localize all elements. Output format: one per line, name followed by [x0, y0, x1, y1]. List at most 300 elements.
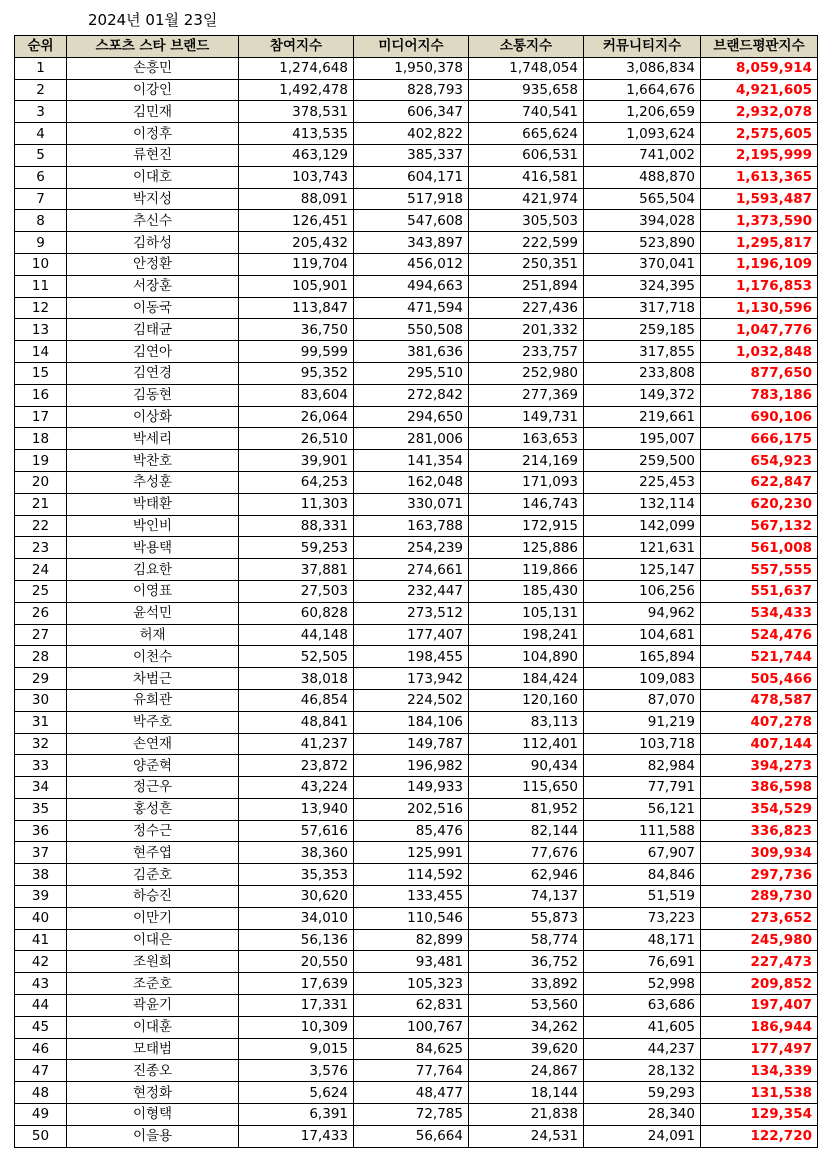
communication-cell: 250,351 [469, 253, 584, 275]
header-brand-reputation: 브랜드평판지수 [701, 36, 818, 58]
name-cell: 박용택 [67, 537, 239, 559]
community-cell: 63,686 [584, 995, 701, 1017]
name-cell: 손흥민 [67, 57, 239, 79]
communication-cell: 252,980 [469, 362, 584, 384]
media-cell: 173,942 [354, 668, 469, 690]
communication-cell: 606,531 [469, 144, 584, 166]
table-row [15, 101, 818, 123]
name-cell: 김준호 [67, 864, 239, 886]
media-cell: 84,625 [354, 1038, 469, 1060]
brand-score-cell: 273,652 [701, 907, 818, 929]
rank-cell: 3 [15, 101, 67, 123]
participation-cell: 27,503 [239, 580, 354, 602]
name-cell: 박세리 [67, 428, 239, 450]
name-cell: 박주호 [67, 711, 239, 733]
participation-cell: 30,620 [239, 886, 354, 908]
media-cell: 343,897 [354, 232, 469, 254]
name-cell: 조원희 [67, 951, 239, 973]
brand-score-cell: 551,637 [701, 580, 818, 602]
rank-cell: 12 [15, 297, 67, 319]
table-row [15, 711, 818, 733]
name-cell: 이을용 [67, 1125, 239, 1147]
media-cell: 828,793 [354, 79, 469, 101]
participation-cell: 10,309 [239, 1016, 354, 1038]
name-cell: 김태균 [67, 319, 239, 341]
table-row [15, 253, 818, 275]
participation-cell: 205,432 [239, 232, 354, 254]
brand-score-cell: 289,730 [701, 886, 818, 908]
community-cell: 56,121 [584, 798, 701, 820]
communication-cell: 36,752 [469, 951, 584, 973]
participation-cell: 88,091 [239, 188, 354, 210]
participation-cell: 17,639 [239, 973, 354, 995]
name-cell: 이형택 [67, 1104, 239, 1126]
name-cell: 김하성 [67, 232, 239, 254]
table-row [15, 755, 818, 777]
name-cell: 현정화 [67, 1082, 239, 1104]
media-cell: 232,447 [354, 580, 469, 602]
participation-cell: 88,331 [239, 515, 354, 537]
rank-cell: 47 [15, 1060, 67, 1082]
name-cell: 차범근 [67, 668, 239, 690]
name-cell: 손연재 [67, 733, 239, 755]
name-cell: 곽윤기 [67, 995, 239, 1017]
media-cell: 82,899 [354, 929, 469, 951]
table-row [15, 144, 818, 166]
media-cell: 196,982 [354, 755, 469, 777]
community-cell: 370,041 [584, 253, 701, 275]
brand-score-cell: 129,354 [701, 1104, 818, 1126]
name-cell: 이상화 [67, 406, 239, 428]
communication-cell: 171,093 [469, 471, 584, 493]
participation-cell: 113,847 [239, 297, 354, 319]
community-cell: 104,681 [584, 624, 701, 646]
rank-cell: 21 [15, 493, 67, 515]
community-cell: 317,718 [584, 297, 701, 319]
community-cell: 82,984 [584, 755, 701, 777]
brand-score-cell: 336,823 [701, 820, 818, 842]
media-cell: 254,239 [354, 537, 469, 559]
media-cell: 141,354 [354, 450, 469, 472]
participation-cell: 41,237 [239, 733, 354, 755]
participation-cell: 103,743 [239, 166, 354, 188]
media-cell: 381,636 [354, 341, 469, 363]
brand-score-cell: 1,176,853 [701, 275, 818, 297]
participation-cell: 20,550 [239, 951, 354, 973]
brand-score-cell: 877,650 [701, 362, 818, 384]
media-cell: 163,788 [354, 515, 469, 537]
communication-cell: 81,952 [469, 798, 584, 820]
brand-score-cell: 134,339 [701, 1060, 818, 1082]
table-row [15, 1125, 818, 1147]
header-communication: 소통지수 [469, 36, 584, 58]
communication-cell: 112,401 [469, 733, 584, 755]
table-row [15, 232, 818, 254]
participation-cell: 11,303 [239, 493, 354, 515]
communication-cell: 222,599 [469, 232, 584, 254]
rank-cell: 49 [15, 1104, 67, 1126]
media-cell: 149,787 [354, 733, 469, 755]
participation-cell: 56,136 [239, 929, 354, 951]
participation-cell: 46,854 [239, 689, 354, 711]
media-cell: 72,785 [354, 1104, 469, 1126]
communication-cell: 149,731 [469, 406, 584, 428]
communication-cell: 214,169 [469, 450, 584, 472]
name-cell: 안정환 [67, 253, 239, 275]
table-row [15, 384, 818, 406]
media-cell: 1,950,378 [354, 57, 469, 79]
participation-cell: 119,704 [239, 253, 354, 275]
community-cell: 3,086,834 [584, 57, 701, 79]
name-cell: 정근우 [67, 777, 239, 799]
table-row [15, 1038, 818, 1060]
table-row [15, 297, 818, 319]
participation-cell: 59,253 [239, 537, 354, 559]
brand-score-cell: 394,273 [701, 755, 818, 777]
rank-cell: 31 [15, 711, 67, 733]
rank-cell: 34 [15, 777, 67, 799]
table-row [15, 57, 818, 79]
community-cell: 94,962 [584, 602, 701, 624]
table-row [15, 864, 818, 886]
rank-cell: 9 [15, 232, 67, 254]
brand-score-cell: 622,847 [701, 471, 818, 493]
rank-cell: 14 [15, 341, 67, 363]
rank-cell: 13 [15, 319, 67, 341]
participation-cell: 26,064 [239, 406, 354, 428]
name-cell: 허재 [67, 624, 239, 646]
name-cell: 현주엽 [67, 842, 239, 864]
participation-cell: 44,148 [239, 624, 354, 646]
media-cell: 295,510 [354, 362, 469, 384]
media-cell: 48,477 [354, 1082, 469, 1104]
communication-cell: 665,624 [469, 123, 584, 145]
rank-cell: 15 [15, 362, 67, 384]
table-row [15, 995, 818, 1017]
participation-cell: 83,604 [239, 384, 354, 406]
brand-score-cell: 620,230 [701, 493, 818, 515]
media-cell: 471,594 [354, 297, 469, 319]
media-cell: 198,455 [354, 646, 469, 668]
media-cell: 162,048 [354, 471, 469, 493]
participation-cell: 378,531 [239, 101, 354, 123]
media-cell: 547,608 [354, 210, 469, 232]
participation-cell: 60,828 [239, 602, 354, 624]
table-row [15, 668, 818, 690]
communication-cell: 227,436 [469, 297, 584, 319]
communication-cell: 305,503 [469, 210, 584, 232]
communication-cell: 1,748,054 [469, 57, 584, 79]
name-cell: 이대호 [67, 166, 239, 188]
community-cell: 48,171 [584, 929, 701, 951]
rank-cell: 4 [15, 123, 67, 145]
rank-cell: 46 [15, 1038, 67, 1060]
participation-cell: 126,451 [239, 210, 354, 232]
participation-cell: 52,505 [239, 646, 354, 668]
rank-cell: 25 [15, 580, 67, 602]
community-cell: 259,185 [584, 319, 701, 341]
community-cell: 394,028 [584, 210, 701, 232]
brand-score-cell: 1,196,109 [701, 253, 818, 275]
name-cell: 박찬호 [67, 450, 239, 472]
media-cell: 456,012 [354, 253, 469, 275]
rank-cell: 1 [15, 57, 67, 79]
media-cell: 184,106 [354, 711, 469, 733]
community-cell: 523,890 [584, 232, 701, 254]
rank-cell: 2 [15, 79, 67, 101]
rank-cell: 20 [15, 471, 67, 493]
rank-cell: 44 [15, 995, 67, 1017]
table-row [15, 559, 818, 581]
communication-cell: 105,131 [469, 602, 584, 624]
media-cell: 100,767 [354, 1016, 469, 1038]
brand-score-cell: 534,433 [701, 602, 818, 624]
media-cell: 294,650 [354, 406, 469, 428]
table-row [15, 275, 818, 297]
participation-cell: 95,352 [239, 362, 354, 384]
media-cell: 114,592 [354, 864, 469, 886]
communication-cell: 185,430 [469, 580, 584, 602]
table-row [15, 886, 818, 908]
rank-cell: 16 [15, 384, 67, 406]
communication-cell: 53,560 [469, 995, 584, 1017]
rank-cell: 32 [15, 733, 67, 755]
participation-cell: 99,599 [239, 341, 354, 363]
brand-score-cell: 1,032,848 [701, 341, 818, 363]
communication-cell: 55,873 [469, 907, 584, 929]
media-cell: 62,831 [354, 995, 469, 1017]
table-row [15, 450, 818, 472]
communication-cell: 34,262 [469, 1016, 584, 1038]
communication-cell: 62,946 [469, 864, 584, 886]
community-cell: 91,219 [584, 711, 701, 733]
table-row [15, 471, 818, 493]
table-row [15, 624, 818, 646]
community-cell: 52,998 [584, 973, 701, 995]
media-cell: 274,661 [354, 559, 469, 581]
communication-cell: 104,890 [469, 646, 584, 668]
brand-score-cell: 245,980 [701, 929, 818, 951]
brand-score-cell: 297,736 [701, 864, 818, 886]
brand-reputation-table [14, 35, 818, 1148]
table-row [15, 777, 818, 799]
communication-cell: 201,332 [469, 319, 584, 341]
communication-cell: 39,620 [469, 1038, 584, 1060]
community-cell: 28,340 [584, 1104, 701, 1126]
name-cell: 추신수 [67, 210, 239, 232]
name-cell: 정수근 [67, 820, 239, 842]
community-cell: 28,132 [584, 1060, 701, 1082]
community-cell: 111,588 [584, 820, 701, 842]
brand-score-cell: 2,195,999 [701, 144, 818, 166]
communication-cell: 421,974 [469, 188, 584, 210]
community-cell: 233,808 [584, 362, 701, 384]
media-cell: 105,323 [354, 973, 469, 995]
brand-score-cell: 557,555 [701, 559, 818, 581]
media-cell: 56,664 [354, 1125, 469, 1147]
community-cell: 84,846 [584, 864, 701, 886]
rank-cell: 42 [15, 951, 67, 973]
table-body [15, 57, 818, 1147]
brand-score-cell: 386,598 [701, 777, 818, 799]
media-cell: 85,476 [354, 820, 469, 842]
media-cell: 402,822 [354, 123, 469, 145]
name-cell: 이정후 [67, 123, 239, 145]
community-cell: 106,256 [584, 580, 701, 602]
media-cell: 273,512 [354, 602, 469, 624]
brand-score-cell: 1,613,365 [701, 166, 818, 188]
name-cell: 하승진 [67, 886, 239, 908]
communication-cell: 125,886 [469, 537, 584, 559]
table-row [15, 1016, 818, 1038]
name-cell: 모태범 [67, 1038, 239, 1060]
community-cell: 51,519 [584, 886, 701, 908]
rank-cell: 19 [15, 450, 67, 472]
brand-score-cell: 309,934 [701, 842, 818, 864]
media-cell: 149,933 [354, 777, 469, 799]
brand-score-cell: 2,932,078 [701, 101, 818, 123]
communication-cell: 21,838 [469, 1104, 584, 1126]
brand-score-cell: 567,132 [701, 515, 818, 537]
rank-cell: 8 [15, 210, 67, 232]
rank-cell: 11 [15, 275, 67, 297]
brand-score-cell: 666,175 [701, 428, 818, 450]
communication-cell: 74,137 [469, 886, 584, 908]
report-date: 2024년 01월 23일 [88, 11, 218, 29]
community-cell: 1,093,624 [584, 123, 701, 145]
table-row [15, 123, 818, 145]
brand-score-cell: 186,944 [701, 1016, 818, 1038]
name-cell: 이강인 [67, 79, 239, 101]
rank-cell: 38 [15, 864, 67, 886]
rank-cell: 22 [15, 515, 67, 537]
participation-cell: 48,841 [239, 711, 354, 733]
media-cell: 272,842 [354, 384, 469, 406]
communication-cell: 83,113 [469, 711, 584, 733]
brand-score-cell: 227,473 [701, 951, 818, 973]
table-row [15, 733, 818, 755]
brand-score-cell: 177,497 [701, 1038, 818, 1060]
name-cell: 이만기 [67, 907, 239, 929]
table-row [15, 188, 818, 210]
rank-cell: 7 [15, 188, 67, 210]
table-row [15, 820, 818, 842]
communication-cell: 82,144 [469, 820, 584, 842]
table-row [15, 341, 818, 363]
community-cell: 24,091 [584, 1125, 701, 1147]
table-row [15, 166, 818, 188]
brand-score-cell: 1,295,817 [701, 232, 818, 254]
communication-cell: 33,892 [469, 973, 584, 995]
rank-cell: 27 [15, 624, 67, 646]
media-cell: 224,502 [354, 689, 469, 711]
name-cell: 류현진 [67, 144, 239, 166]
name-cell: 이동국 [67, 297, 239, 319]
name-cell: 윤석민 [67, 602, 239, 624]
participation-cell: 17,433 [239, 1125, 354, 1147]
community-cell: 488,870 [584, 166, 701, 188]
table-row [15, 973, 818, 995]
community-cell: 324,395 [584, 275, 701, 297]
participation-cell: 57,616 [239, 820, 354, 842]
brand-score-cell: 197,407 [701, 995, 818, 1017]
communication-cell: 90,434 [469, 755, 584, 777]
communication-cell: 740,541 [469, 101, 584, 123]
participation-cell: 36,750 [239, 319, 354, 341]
communication-cell: 24,531 [469, 1125, 584, 1147]
community-cell: 259,500 [584, 450, 701, 472]
participation-cell: 13,940 [239, 798, 354, 820]
brand-score-cell: 505,466 [701, 668, 818, 690]
community-cell: 565,504 [584, 188, 701, 210]
brand-score-cell: 521,744 [701, 646, 818, 668]
community-cell: 76,691 [584, 951, 701, 973]
brand-score-cell: 2,575,605 [701, 123, 818, 145]
brand-score-cell: 131,538 [701, 1082, 818, 1104]
rank-cell: 18 [15, 428, 67, 450]
table-row [15, 689, 818, 711]
participation-cell: 463,129 [239, 144, 354, 166]
header-media: 미디어지수 [354, 36, 469, 58]
brand-score-cell: 524,476 [701, 624, 818, 646]
communication-cell: 58,774 [469, 929, 584, 951]
communication-cell: 416,581 [469, 166, 584, 188]
media-cell: 133,455 [354, 886, 469, 908]
name-cell: 이대훈 [67, 1016, 239, 1038]
participation-cell: 1,492,478 [239, 79, 354, 101]
communication-cell: 277,369 [469, 384, 584, 406]
media-cell: 202,516 [354, 798, 469, 820]
brand-score-cell: 561,008 [701, 537, 818, 559]
table-row [15, 929, 818, 951]
name-cell: 김민재 [67, 101, 239, 123]
name-cell: 김동현 [67, 384, 239, 406]
communication-cell: 24,867 [469, 1060, 584, 1082]
rank-cell: 36 [15, 820, 67, 842]
rank-cell: 45 [15, 1016, 67, 1038]
table-row [15, 493, 818, 515]
name-cell: 추성훈 [67, 471, 239, 493]
brand-score-cell: 690,106 [701, 406, 818, 428]
communication-cell: 146,743 [469, 493, 584, 515]
name-cell: 유희관 [67, 689, 239, 711]
community-cell: 41,605 [584, 1016, 701, 1038]
media-cell: 330,071 [354, 493, 469, 515]
name-cell: 박인비 [67, 515, 239, 537]
community-cell: 1,664,676 [584, 79, 701, 101]
brand-score-cell: 783,186 [701, 384, 818, 406]
table-row [15, 1060, 818, 1082]
participation-cell: 23,872 [239, 755, 354, 777]
participation-cell: 38,360 [239, 842, 354, 864]
media-cell: 125,991 [354, 842, 469, 864]
community-cell: 125,147 [584, 559, 701, 581]
participation-cell: 1,274,648 [239, 57, 354, 79]
brand-score-cell: 8,059,914 [701, 57, 818, 79]
media-cell: 604,171 [354, 166, 469, 188]
brand-score-cell: 209,852 [701, 973, 818, 995]
communication-cell: 172,915 [469, 515, 584, 537]
participation-cell: 34,010 [239, 907, 354, 929]
communication-cell: 198,241 [469, 624, 584, 646]
community-cell: 121,631 [584, 537, 701, 559]
brand-score-cell: 1,593,487 [701, 188, 818, 210]
rank-cell: 23 [15, 537, 67, 559]
media-cell: 494,663 [354, 275, 469, 297]
name-cell: 김연아 [67, 341, 239, 363]
name-cell: 이대은 [67, 929, 239, 951]
rank-cell: 6 [15, 166, 67, 188]
